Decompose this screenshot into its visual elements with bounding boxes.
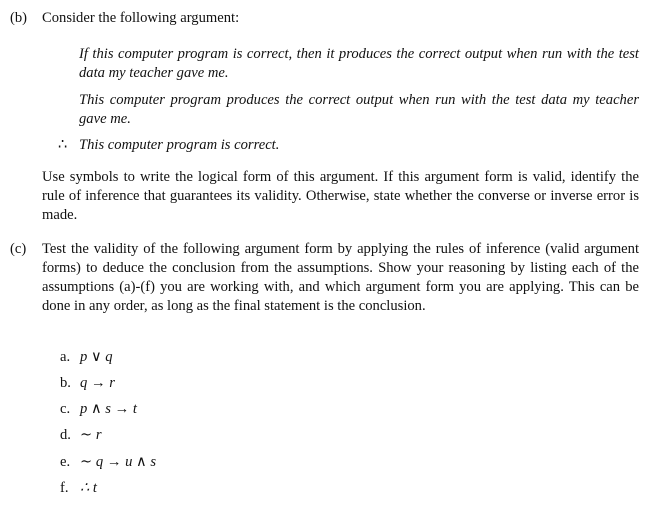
item-formula: ∴ t: [80, 480, 97, 496]
item-formula: q → r: [80, 375, 115, 391]
therefore-symbol: ∴: [58, 137, 68, 153]
premise-1: If this computer program is correct, then it produces the correct output when run with the test data my teacher gave me.: [79, 46, 639, 81]
assumption-c: [60, 400, 137, 419]
assumption-e: [60, 453, 156, 472]
part-c-label: (c): [10, 241, 27, 257]
conclusion: This computer program is correct.: [79, 137, 280, 153]
item-formula: p ∨ q: [80, 349, 113, 365]
item-mark: d.: [60, 427, 71, 443]
assumption-d: [60, 426, 102, 445]
part-b-heading: Consider the following argument:: [42, 10, 240, 26]
item-mark: c.: [60, 401, 71, 417]
item-mark: b.: [60, 375, 71, 391]
item-formula: ∼ r: [80, 427, 102, 443]
item-formula: p ∧ s → t: [80, 401, 137, 417]
item-mark: f.: [60, 480, 69, 496]
item-mark: a.: [60, 349, 71, 365]
premise-2: This computer program produces the correct output when run with the test data my teacher gave me.: [79, 92, 639, 127]
item-mark: e.: [60, 454, 71, 470]
assumption-b: [60, 374, 115, 393]
part-b-label: (b): [10, 10, 28, 26]
assumption-a: [60, 348, 113, 367]
part-c-instructions: Test the validity of the following argument form by applying the rules of inference (valid argument forms) to deduce the conclusion from the assumptions. Show your reasoning by listing each of the assumptions (a)-(f) you are working with, and which argument form you are applying. This can be done in any order, as long as the final statement is the conclusion.: [42, 241, 639, 314]
item-formula: ∼ q → u ∧ s: [80, 454, 157, 470]
part-b-instructions: Use symbols to write the logical form of this argument. If this argument form is valid, identify the rule of inference that guarantees its validity. Otherwise, state whether the converse or inverse error is made.: [42, 169, 639, 223]
assumption-f: [60, 479, 97, 498]
